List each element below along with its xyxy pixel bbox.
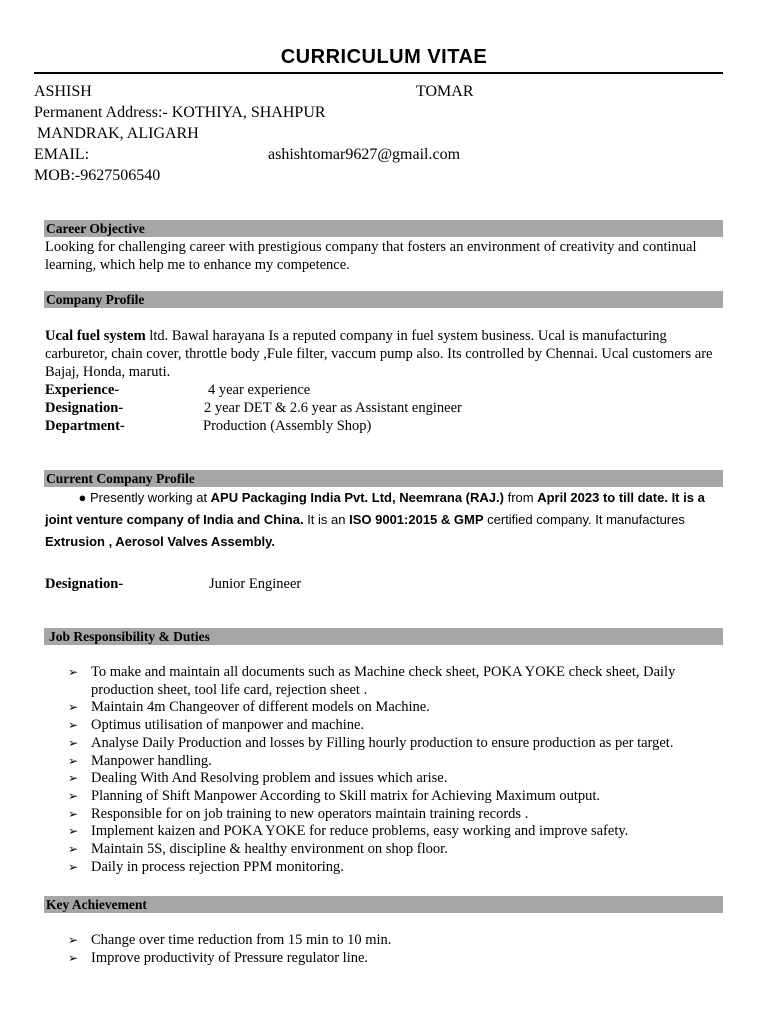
list-item: ➢ Implement kaizen and POKA YOKE for reduce problems, easy working and improve safety.: [68, 823, 728, 841]
experience-row: [45, 381, 310, 399]
list-item: ➢ Daily in process rejection PPM monitoring.: [68, 859, 728, 877]
experience-label: Experience-: [45, 382, 120, 398]
company-name: Ucal fuel system: [45, 328, 146, 344]
list-item: ➢ Maintain 4m Changeover of different models on Machine.: [68, 699, 728, 717]
company-profile-text: [45, 327, 725, 381]
designation-value: 2 year DET & 2.6 year as Assistant engineer: [204, 400, 462, 416]
list-item: ➢ Change over time reduction from 15 min to 10 min.: [68, 932, 728, 950]
certification: ISO 9001:2015 & GMP: [349, 512, 484, 527]
products: Extrusion , Aerosol Valves Assembly.: [45, 534, 276, 549]
department-row: [45, 417, 371, 435]
first-name: ASHISH: [34, 83, 92, 100]
company-profile-heading: Company Profile: [44, 291, 723, 308]
list-item: ➢ To make and maintain all documents such as Machine check sheet, POKA YOKE check sheet, Daily production sheet, tool life card, rejection sheet .: [68, 664, 728, 699]
key-achievement-list: [68, 932, 728, 967]
current-company-text: [45, 487, 725, 553]
job-responsibility-list: [68, 664, 728, 876]
address-line-1: Permanent Address:- KOTHIYA, SHAHPUR: [34, 104, 326, 121]
bullet-icon: ●: [78, 490, 90, 505]
designation-label: Designation-: [45, 400, 124, 416]
address-line-2: MANDRAK, ALIGARH: [37, 125, 199, 142]
last-name: TOMAR: [416, 83, 474, 100]
key-achievement-heading: Key Achievement: [44, 896, 723, 913]
current-company-heading: Current Company Profile: [44, 470, 723, 487]
list-item: ➢ Manpower handling.: [68, 753, 728, 771]
company-name-current: APU Packaging India Pvt. Ltd, Neemrana (RAJ.): [210, 490, 504, 505]
email-value[interactable]: ashishtomar9627@gmail.com: [268, 146, 461, 163]
career-objective-heading: Career Objective: [44, 220, 723, 237]
job-responsibility-heading: Job Responsibility & Duties: [44, 628, 723, 645]
designation-row: [45, 399, 462, 417]
text-run: from: [503, 490, 538, 505]
list-item: ➢ Maintain 5S, discipline & healthy environment on shop floor.: [68, 841, 728, 859]
text-run: It is an: [303, 512, 350, 527]
email-label: EMAIL:: [34, 146, 90, 163]
current-designation-label: Designation-: [45, 576, 124, 592]
list-item: ➢ Improve productivity of Pressure regulator line.: [68, 950, 728, 968]
date-range: April 2023 to till date. It is a joint venture company of India and China.: [45, 490, 705, 527]
list-item: ➢ Optimus utilisation of manpower and machine.: [68, 717, 728, 735]
text-run: Presently working at: [90, 490, 211, 505]
experience-value: 4 year experience: [208, 382, 311, 398]
company-description: ltd. Bawal harayana Is a reputed company in fuel system business. Ucal is manufacturing carburetor, chain cover, throttle body ,Fule filter, vaccum pump also. Its controlled by Chennai. Ucal customers are Bajaj, Honda, maruti.: [45, 328, 713, 380]
list-item: ➢ Dealing With And Resolving problem and issues which arise.: [68, 770, 728, 788]
list-item: ➢ Responsible for on job training to new operators maintain training records .: [68, 806, 728, 824]
current-designation-row: [45, 575, 301, 593]
title-divider: [34, 72, 723, 74]
list-item: ➢ Analyse Daily Production and losses by Filling hourly production to ensure production as per target.: [68, 735, 728, 753]
department-value: Production (Assembly Shop): [203, 418, 372, 434]
career-objective-text: Looking for challenging career with prestigious company that fosters an environment of creativity and continual learning, which help me to enhance my competence.: [45, 239, 697, 273]
document-title: CURRICULUM VITAE: [280, 46, 488, 68]
department-label: Department-: [45, 418, 125, 434]
list-item: ➢ Planning of Shift Manpower According to Skill matrix for Achieving Maximum output.: [68, 788, 728, 806]
current-designation-value: Junior Engineer: [209, 576, 302, 592]
mobile: MOB:-9627506540: [34, 167, 161, 184]
text-run: certified company. It manufactures: [483, 512, 685, 527]
